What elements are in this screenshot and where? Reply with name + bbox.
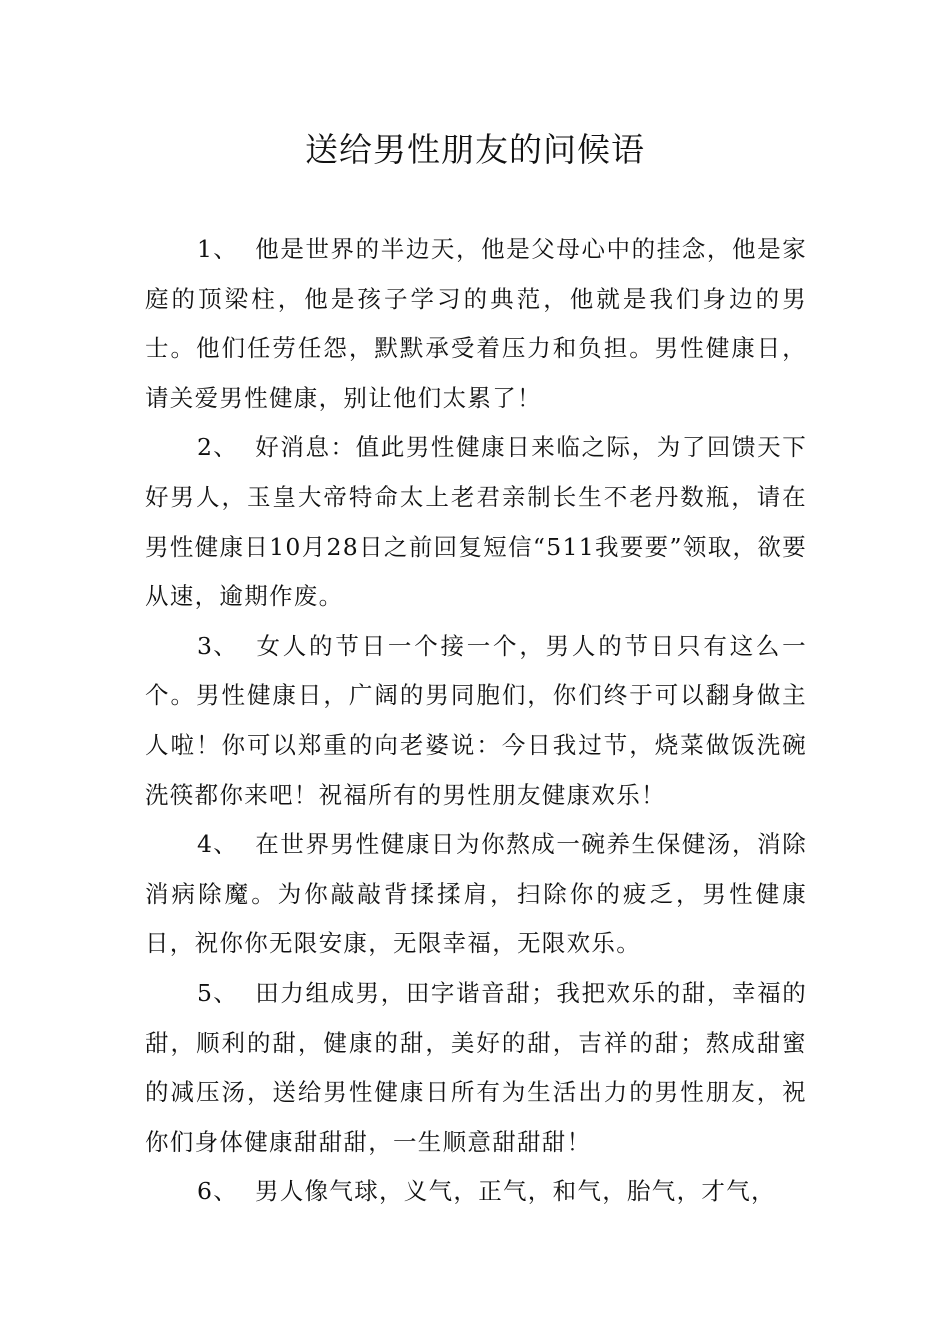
paragraph-text: 好消息：值此男性健康日来临之际，为了回馈天下好男人，玉皇大帝特命太上老君亲制长生不老丹数瓶，请在男性健康日10月28日之前回复短信“511我要要”领取，欲要从速，逾期作废。 (145, 433, 807, 611)
paragraph-number: 5、 (197, 978, 239, 1007)
paragraph-number: 4、 (197, 830, 239, 859)
paragraph-1 (145, 225, 807, 423)
paragraph-text: 田力组成男，田字谐音甜；我把欢乐的甜，幸福的甜，顺利的甜，健康的甜，美好的甜，吉祥的甜；熬成甜蜜的减压汤，送给男性健康日所有为生活出力的男性朋友，祝你们身体健康甜甜甜，一生顺意甜甜甜！ (145, 978, 807, 1156)
paragraph-text: 男人像气球，义气，正气，和气，胎气，才气， (255, 1177, 776, 1206)
document-title: 送给男性朋友的问候语 (305, 130, 645, 169)
paragraph-number: 1、 (197, 235, 239, 263)
paragraph-number: 3、 (197, 631, 239, 660)
document-body (145, 225, 807, 1217)
paragraph-6 (145, 1167, 807, 1217)
paragraph-number: 6、 (197, 1177, 239, 1206)
paragraph-text: 在世界男性健康日为你熬成一碗养生保健汤，消除消病除魔。为你敲敲背揉揉肩，扫除你的疲乏，男性健康日，祝你你无限安康，无限幸福，无限欢乐。 (145, 830, 807, 958)
paragraph-3 (145, 622, 807, 820)
paragraph-number: 2、 (197, 433, 239, 462)
paragraph-2 (145, 423, 807, 621)
paragraph-text: 女人的节日一个接一个，男人的节日只有这么一个。男性健康日，广阔的男同胞们，你们终于可以翻身做主人啦！你可以郑重的向老婆说：今日我过节，烧菜做饭洗碗洗筷都你来吧！祝福所有的男性朋友健康欢乐！ (145, 631, 807, 809)
paragraph-4 (145, 820, 807, 969)
paragraph-text: 他是世界的半边天，他是父母心中的挂念，他是家庭的顶梁柱，他是孩子学习的典范，他就是我们身边的男士。他们任劳任怨，默默承受着压力和负担。男性健康日，请关爱男性健康，别让他们太累了！ (145, 235, 807, 412)
paragraph-5 (145, 969, 807, 1167)
